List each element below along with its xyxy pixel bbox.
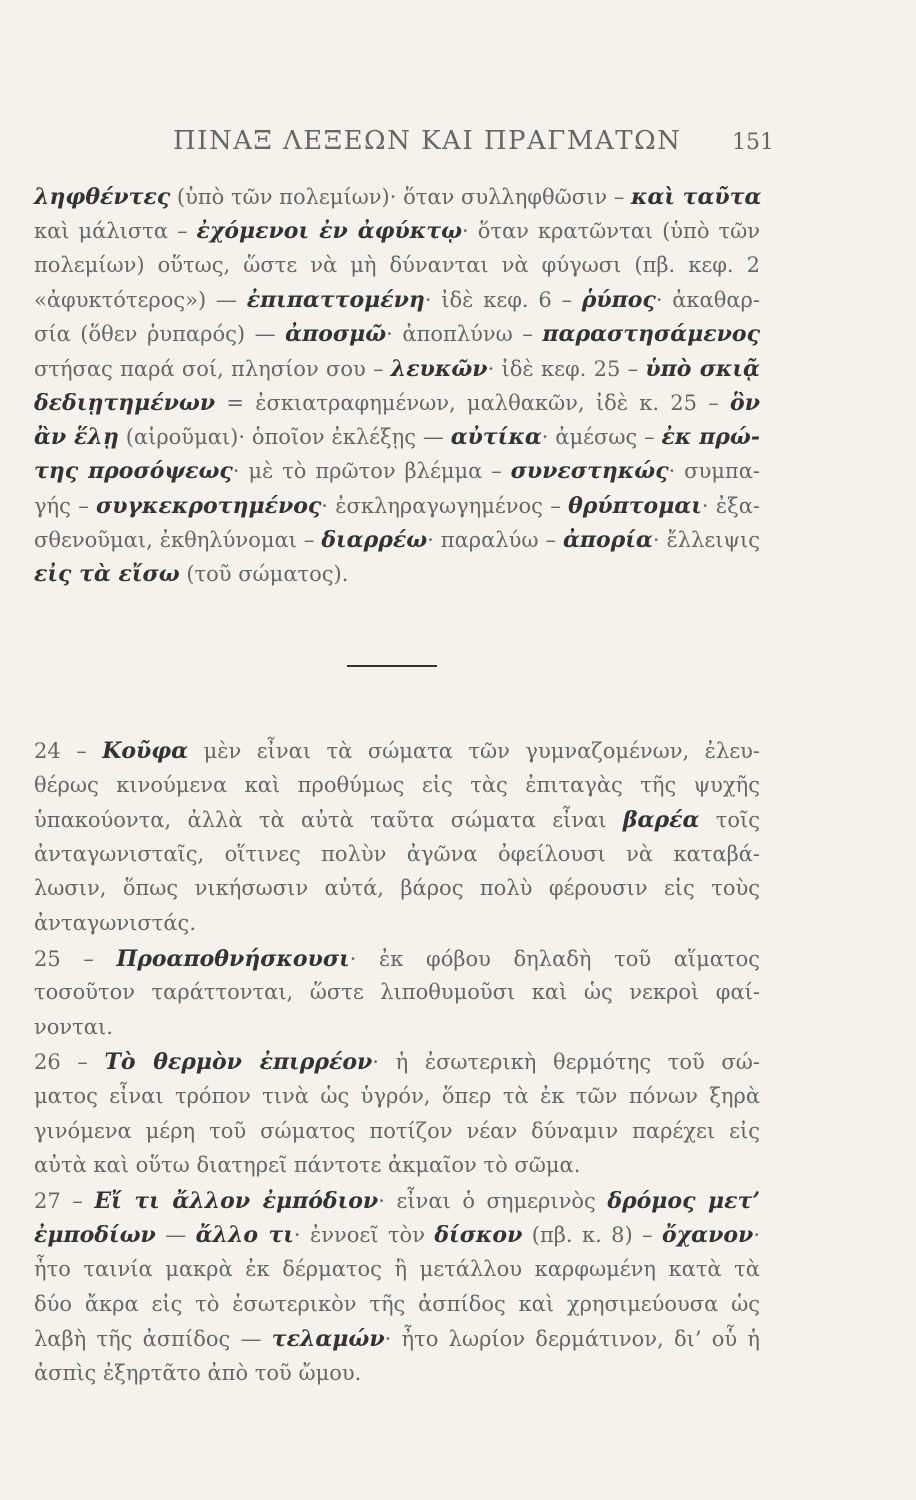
line-text: ἀνταγωνισταῖς, οἵτινες πολὺν ἀγῶνα ὀφείλουσι νὰ καταβά- bbox=[34, 841, 760, 866]
notes-line bbox=[34, 842, 760, 872]
headword: καὶ ταῦτα bbox=[630, 184, 762, 210]
headword: τελαμών bbox=[271, 1326, 385, 1353]
line-text: · bbox=[753, 1223, 760, 1248]
headword: Κοῦφα bbox=[102, 738, 189, 764]
notes-line bbox=[34, 1222, 760, 1252]
notes-line bbox=[34, 876, 760, 906]
line-text: πολεμίων) οὕτως, ὥστε νὰ μὴ δύνανται νὰ φύγωσι (πβ. κεφ. 2 bbox=[34, 252, 760, 277]
glossary-line bbox=[34, 390, 760, 420]
headword: ῥύπος bbox=[581, 286, 656, 313]
headword: ὃν bbox=[730, 389, 760, 416]
line-text: · ἔλλειψις bbox=[652, 528, 760, 552]
line-text: γινόμενα μέρη τοῦ σώματος ποτίζον νέαν δύναμιν παρέχει εἰς bbox=[34, 1118, 760, 1143]
glossary-line bbox=[34, 493, 760, 523]
line-text: (πβ. κ. 8) – bbox=[522, 1223, 663, 1248]
headword: δεδιῃτημένων bbox=[34, 389, 216, 416]
headword: διαρρέω bbox=[321, 527, 428, 553]
line-text: νονται. bbox=[34, 1014, 113, 1039]
glossary-line bbox=[34, 287, 760, 317]
line-text: (τοῦ σώματος). bbox=[179, 562, 349, 587]
notes-line bbox=[34, 807, 760, 837]
notes-line bbox=[34, 1292, 760, 1322]
headword: εἰς τὰ εἴσω bbox=[34, 561, 180, 588]
headword: της προσόψεως bbox=[34, 458, 233, 485]
line-text: ματος εἶναι τρόπον τινὰ ὡς ὑγρόν, ὅπερ τὰ ἐκ τῶν πόνων ξηρὰ bbox=[34, 1084, 760, 1108]
line-text: 25 – bbox=[34, 946, 117, 971]
line-text: · ἐξα- bbox=[701, 493, 760, 518]
headword: θρύπτομαι bbox=[568, 492, 702, 519]
line-text: ἀσπὶς ἐξηρτᾶτο ἀπὸ τοῦ ὤμου. bbox=[34, 1360, 362, 1385]
line-text: στήσας παρά σοί, πλησίον σου – bbox=[34, 356, 391, 381]
headword: ἐκ πρώ- bbox=[661, 424, 760, 451]
line-text: (ὑπὸ τῶν πολεμίων)· ὅταν συλληφθῶσιν – bbox=[170, 185, 631, 209]
line-text: · ἀμέσως – bbox=[541, 425, 662, 450]
glossary-line bbox=[34, 253, 760, 283]
line-text: · ἰδὲ κεφ. 25 – bbox=[487, 356, 646, 381]
headword: Προαποθνήσκουσι bbox=[116, 945, 350, 972]
section-divider bbox=[347, 665, 437, 667]
line-text: · ἀκαθαρ- bbox=[655, 287, 760, 312]
line-text: ἀνταγωνιστάς. bbox=[34, 911, 196, 935]
notes-line bbox=[34, 1361, 760, 1391]
notes-line bbox=[34, 1257, 760, 1287]
line-text: σθενοῦμαι, ἐκθηλύνομαι – bbox=[34, 528, 322, 552]
line-text: · συμπα- bbox=[668, 459, 760, 484]
headword: δρόμος μετ’ bbox=[607, 1187, 760, 1214]
glossary-line bbox=[34, 527, 760, 557]
line-text: δύο ἄκρα εἰς τὸ ἐσωτερικὸν τῆς ἀσπίδος καὶ χρησιμεύουσα ὡς bbox=[34, 1291, 760, 1316]
line-text: — bbox=[155, 1223, 196, 1248]
glossary-line bbox=[34, 561, 760, 591]
notes-line bbox=[34, 738, 760, 768]
glossary-line bbox=[34, 184, 760, 214]
line-text: · ὅταν κρατῶνται (ὑπὸ τῶν bbox=[462, 219, 760, 244]
headword: αὐτίκα bbox=[450, 424, 542, 451]
headword: ὄχανον bbox=[662, 1222, 754, 1249]
notes-line bbox=[34, 1084, 760, 1114]
header-title: ΠΙΝΑΞ ΛΕΞΕΩΝ ΚΑΙ ΠΡΑΓΜΑΤΩΝ bbox=[173, 126, 682, 156]
headword: Τὸ θερμὸν ἐπιρρέον bbox=[104, 1049, 373, 1076]
glossary-line bbox=[34, 424, 760, 454]
headword: ἂν ἕλῃ bbox=[34, 424, 119, 451]
page-number: 151 bbox=[732, 130, 774, 155]
headword: ἄλλο τι bbox=[195, 1222, 294, 1249]
headword: βαρέα bbox=[622, 807, 700, 834]
notes-line bbox=[34, 980, 760, 1010]
headword: παραστησάμενος bbox=[542, 321, 760, 348]
notes-line bbox=[34, 1119, 760, 1149]
line-text: αὐτὰ καὶ οὕτω διατηρεῖ πάντοτε ἀκμαῖον τὸ σῶμα. bbox=[34, 1153, 581, 1178]
headword: ἐχόμενοι ἐν ἀφύκτῳ bbox=[196, 218, 463, 245]
line-text: · ἐσκληραγωγημένος – bbox=[321, 493, 569, 518]
line-text: λωσιν, ὅπως νικήσωσιν αὐτά, βάρος πολὺ φέρουσιν εἰς τοὺς bbox=[34, 876, 760, 901]
line-text: · ἀποπλύνω – bbox=[386, 322, 543, 347]
line-text: ἦτο ταινία μακρὰ ἐκ δέρματος ἢ μετάλλου καρφωμένη κατὰ τὰ bbox=[34, 1257, 760, 1281]
notes-line bbox=[34, 911, 760, 941]
line-text: · ἐννοεῖ τὸν bbox=[293, 1223, 435, 1248]
glossary-line bbox=[34, 356, 760, 386]
line-text: · ἐκ φόβου δηλαδὴ τοῦ αἵματος bbox=[349, 946, 761, 971]
notes-line bbox=[34, 1049, 760, 1079]
line-text: · μὲ τὸ πρῶτον βλέμμα – bbox=[232, 459, 511, 484]
headword: δίσκον bbox=[434, 1222, 523, 1249]
line-text: · ἰδὲ κεφ. 6 – bbox=[424, 287, 582, 312]
headword: ἀποσμῶ bbox=[285, 321, 387, 348]
line-text: καὶ μάλιστα – bbox=[34, 219, 197, 244]
notes-line bbox=[34, 1188, 760, 1218]
line-text: λαβὴ τῆς ἀσπίδος — bbox=[34, 1327, 272, 1352]
line-text: 24 – bbox=[34, 739, 103, 763]
headword: ἐμποδίων bbox=[34, 1222, 156, 1249]
notes-line bbox=[34, 946, 760, 976]
line-text: τοῖς bbox=[699, 808, 760, 833]
line-text: 26 – bbox=[34, 1050, 105, 1075]
line-text: = ἐσκιατραφημένων, μαλθακῶν, ἰδὲ κ. 25 – bbox=[215, 390, 731, 415]
headword: λευκῶν bbox=[390, 355, 488, 382]
line-text: 27 – bbox=[34, 1188, 95, 1213]
notes-line bbox=[34, 773, 760, 803]
glossary-line bbox=[34, 458, 760, 488]
line-text: · ἦτο λωρίον δερμάτινον, δι’ οὗ ἡ bbox=[384, 1327, 760, 1352]
line-text: τοσοῦτον ταράττονται, ὥστε λιποθυμοῦσι καὶ ὡς νεκροὶ φαί- bbox=[34, 980, 760, 1005]
line-text: μὲν εἶναι τὰ σώματα τῶν γυμναζομένων, ἐλευ- bbox=[188, 739, 760, 763]
notes-line bbox=[34, 1153, 760, 1183]
headword: ληφθέντες bbox=[34, 184, 171, 210]
glossary-line bbox=[34, 321, 760, 351]
notes-line bbox=[34, 1015, 760, 1045]
notes-line bbox=[34, 1326, 760, 1356]
headword: ἀπορία bbox=[562, 527, 653, 553]
line-text: σία (ὅθεν ῥυπαρός) — bbox=[34, 322, 286, 347]
line-text: «ἀφυκτότερος») — bbox=[34, 287, 247, 312]
line-text: θέρως κινούμενα καὶ προθύμως εἰς τὰς ἐπιταγὰς τῆς ψυχῆς bbox=[34, 772, 760, 797]
line-text: γής – bbox=[34, 493, 97, 518]
headword: Εἴ τι ἄλλον ἐμπόδιον bbox=[94, 1187, 379, 1214]
running-header bbox=[0, 126, 916, 166]
headword: συγκεκροτημένος bbox=[96, 492, 322, 519]
line-text: (αἱροῦμαι)· ὁποῖον ἐκλέξῃς — bbox=[118, 425, 451, 450]
line-text: · ἡ ἐσωτερικὴ θερμότης τοῦ σώ- bbox=[372, 1050, 760, 1075]
line-text: ὑπακούοντα, ἀλλὰ τὰ αὐτὰ ταῦτα σώματα εἶναι bbox=[34, 808, 623, 833]
line-text: · εἶναι ὁ σημερινὸς bbox=[378, 1188, 608, 1213]
line-text: · παραλύω – bbox=[427, 528, 563, 552]
headword: συνεστηκώς bbox=[510, 458, 669, 485]
glossary-line bbox=[34, 218, 760, 248]
headword: ὑπὸ σκιᾷ bbox=[645, 355, 760, 382]
headword: ἐπιπαττομένη bbox=[246, 286, 425, 313]
